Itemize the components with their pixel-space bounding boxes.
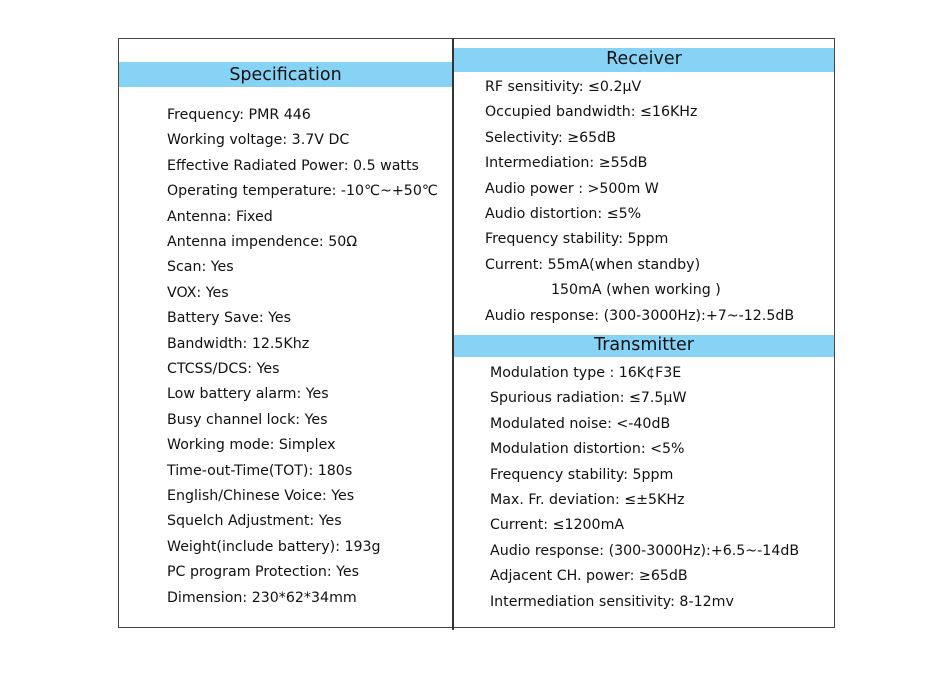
transmitter-item: Intermediation sensitivity: 8-12mv (490, 593, 734, 610)
transmitter-item: Frequency stability: 5ppm (490, 466, 674, 483)
receiver-item: Audio power : >500m W (485, 180, 659, 197)
spec-item: English/Chinese Voice: Yes (167, 488, 355, 504)
spec-item: Working voltage: 3.7V DC (167, 132, 350, 149)
receiver-item: Occupied bandwidth: ≤16KHz (485, 104, 698, 121)
spec-item: Squelch Adjustment: Yes (167, 513, 342, 530)
spec-item: Dimension: 230*62*34mm (167, 589, 357, 606)
spec-item: Battery Save: Yes (167, 310, 292, 327)
spec-item: Bandwidth: 12.5Khz (167, 335, 310, 352)
receiver-header: Receiver (454, 48, 834, 72)
transmitter-item: Spurious radiation: ≤7.5μW (490, 390, 687, 407)
transmitter-header: Transmitter (454, 335, 834, 357)
receiver-item: Audio distortion: ≤5% (485, 206, 642, 222)
transmitter-item: Modulation distortion: <5% (490, 441, 685, 458)
receiver-item: Intermediation: ≥55dB (485, 155, 648, 172)
spec-item: Weight(include battery): 193g (167, 538, 381, 555)
spec-item: Scan: Yes (167, 259, 234, 276)
transmitter-item: Current: ≤1200mA (490, 517, 625, 534)
transmitter-item: Modulated noise: <-40dB (490, 415, 671, 432)
spec-item: VOX: Yes (167, 284, 229, 301)
spec-item: PC program Protection: Yes (167, 564, 360, 581)
receiver-item: Current: 55mA(when standby) (485, 256, 701, 273)
spec-item: Time-out-Time(TOT): 180s (167, 462, 353, 479)
column-divider (452, 38, 454, 630)
spec-item: Busy channel lock: Yes (167, 411, 328, 428)
specification-header: Specification (119, 62, 452, 87)
transmitter-item: Max. Fr. deviation: ≤±5KHz (490, 492, 685, 508)
receiver-item: Frequency stability: 5ppm (485, 231, 669, 248)
spec-item: Antenna impendence: 50Ω (167, 234, 358, 250)
spec-item: Frequency: PMR 446 (167, 107, 311, 123)
spec-item: CTCSS/DCS: Yes (167, 361, 280, 377)
spec-item: Low battery alarm: Yes (167, 386, 329, 403)
transmitter-item: Audio response: (300-3000Hz):+6.5~-14dB (490, 542, 800, 559)
spec-item: Effective Radiated Power: 0.5 watts (167, 157, 419, 174)
receiver-item: Audio response: (300-3000Hz):+7~-12.5dB (485, 307, 795, 324)
spec-item: Operating temperature: -10℃~+50℃ (167, 183, 438, 200)
receiver-item: 150mA (when working ) (551, 282, 721, 299)
transmitter-item: Adjacent CH. power: ≥65dB (490, 568, 688, 585)
spec-item: Working mode: Simplex (167, 437, 336, 454)
receiver-item: RF sensitivity: ≤0.2μV (485, 79, 642, 95)
receiver-item: Selectivity: ≥65dB (485, 129, 616, 146)
spec-item: Antenna: Fixed (167, 208, 273, 225)
transmitter-item: Modulation type : 16K¢F3E (490, 365, 682, 381)
